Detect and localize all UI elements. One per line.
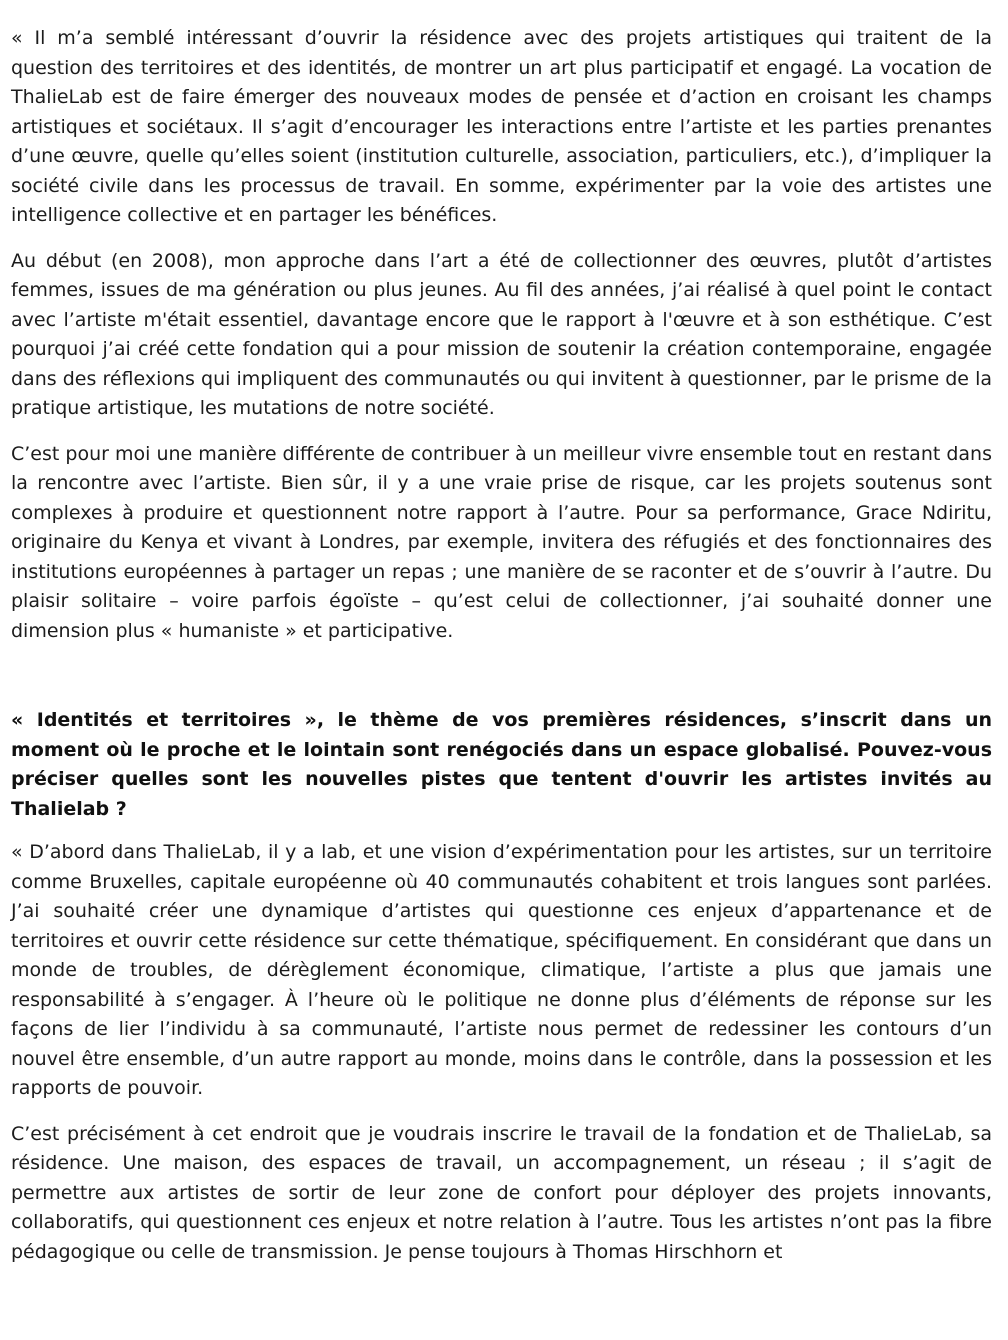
body-paragraph: C’est précisément à cet endroit que je voudrais inscrire le travail de la fondation et de ThalieLab, sa résidence. Une maison, des espaces de travail, un accompagnement, un réseau ; il s’agit de permettre aux artistes de sortir de leur zone de confort pour déployer des projets innovants, collaboratifs, qui questionnent ces enjeux et notre relation à l’autre. Tous les artistes n’ont pas la fibre pédagogique ou celle de transmission. Je pense toujours à Thomas Hirschhorn et xyxy=(11,1122,992,1263)
body-paragraph: Au début (en 2008), mon approche dans l’art a été de collectionner des œuvres, plutôt d’artistes femmes, issues de ma génération ou plus jeunes. Au fil des années, j’ai réalisé à quel point le contact avec l’artiste m'était essentiel, davantage encore que le rapport à l'œuvre et à son esthétique. C’est pourquoi j’ai créé cette fondation qui a pour mission de soutenir la création contemporaine, engagée dans des réflexions qui impliquent des communautés ou qui invitent à questionner, par le prisme de la pratique artistique, les mutations de notre société. xyxy=(11,249,992,419)
body-paragraph: « Il m’a semblé intéressant d’ouvrir la résidence avec des projets artistiques qui traitent de la question des territoires et des identités, de montrer un art plus participatif et engagé. La vocation de ThalieLab est de faire émerger des nouveaux modes de pensée et d’action en croisant les champs artistiques et sociétaux. Il s’agit d’encourager les interactions entre l’artiste et les parties prenantes d’une œuvre, quelle qu’elles soient (institution culturelle, association, particuliers, etc.), d’impliquer la société civile dans les processus de travail. En somme, expérimenter par la voie des artistes une intelligence collective et en partager les bénéfices. xyxy=(11,27,992,226)
interview-question: « Identités et territoires », le thème de vos premières résidences, s’inscrit dans un moment où le proche et le lointain sont renégociés dans un espace globalisé. Pouvez-vous préciser quelles sont les nouvelles pistes que tentent d'ouvrir les artistes invités au Thalielab ? xyxy=(11,709,992,820)
body-paragraph: C’est pour moi une manière différente de contribuer à un meilleur vivre ensemble tout en restant dans la rencontre avec l’artiste. Bien sûr, il y a une vraie prise de risque, car les projets soutenus sont complexes à produire et questionnent notre rapport à l’autre. Pour sa performance, Grace Ndiritu, originaire du Kenya et vivant à Londres, par exemple, invitera des réfugiés et des fonctionnaires des institutions européennes à partager un repas ; une manière de se raconter et de s’ouvrir à l’autre. Du plaisir solitaire – voire parfois égoïste – qu’est celui de collectionner, j’ai souhaité donner une dimension plus « humaniste » et participative. xyxy=(11,442,992,642)
section-spacer xyxy=(11,662,992,706)
body-paragraph: « D’abord dans ThalieLab, il y a lab, et une vision d’expérimentation pour les artistes, sur un territoire comme Bruxelles, capitale européenne où 40 communautés cohabitent et trois langues sont parlées. J’ai souhaité créer une dynamique d’artistes qui questionne ces enjeux d’appartenance et de territoires et ouvrir cette résidence sur cette thématique, spécifiquement. En considérant que dans un monde de troubles, de dérèglement économique, climatique, l’artiste a plus que jamais une responsabilité à s’engager. À l’heure où le politique ne donne plus d’éléments de réponse sur les façons de lier l’individu à sa communauté, l’artiste nous permet de redessiner les contours d’un nouvel être ensemble, d’un autre rapport au monde, moins dans le contrôle, dans la possession et les rapports de pouvoir. xyxy=(11,841,992,1099)
